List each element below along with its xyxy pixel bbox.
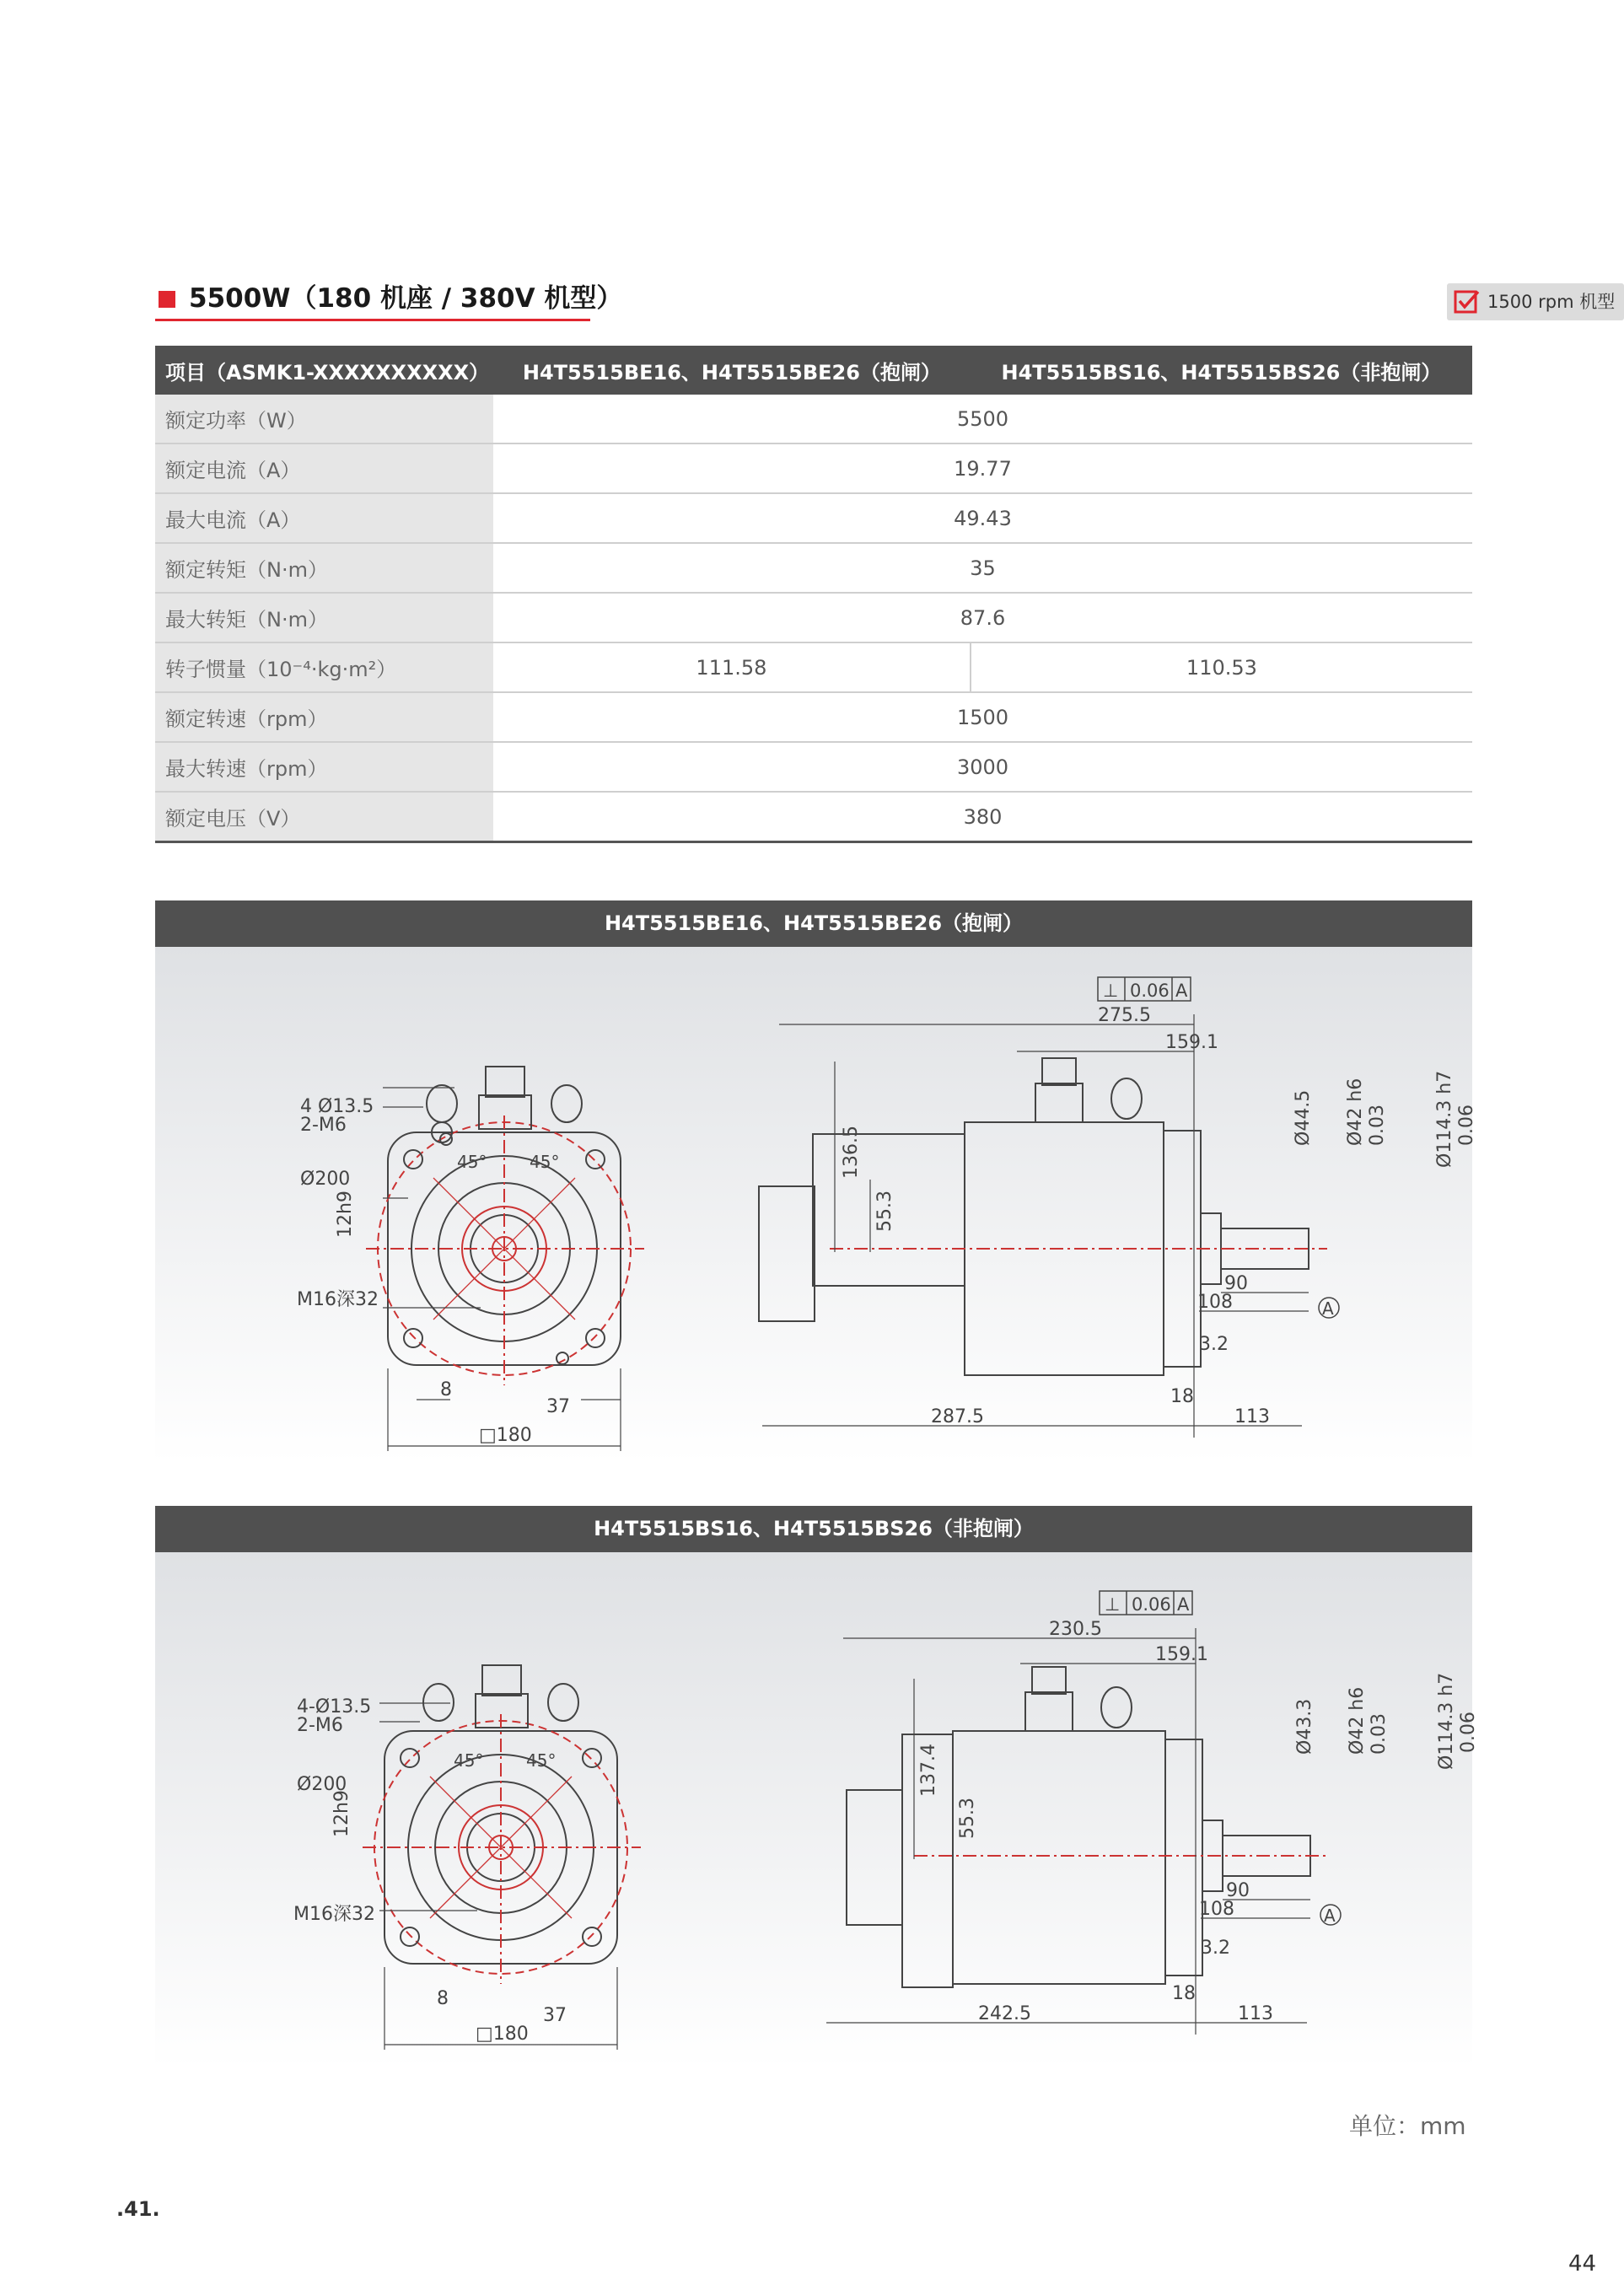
connector-side-top [1032,1667,1066,1694]
mount-hole [401,1927,419,1946]
row-value: 87.6 [493,593,1472,642]
row-label: 额定电流（A） [155,443,493,493]
mount-hole [586,1150,605,1169]
connector-side-top [1042,1058,1076,1085]
mount-hole [583,1927,601,1946]
table-row [155,642,1472,692]
table-row [155,493,1472,543]
eyebolt-left [423,1684,454,1721]
row-value: 35 [493,543,1472,593]
section-title: 5500W（180 机座 / 380V 机型） [189,283,623,314]
label-runout: 0.03 [1367,1105,1388,1146]
label-d1: Ø44.5 [1293,1089,1314,1146]
connector [482,1665,521,1696]
front-view [366,1067,644,1451]
label-dim-18: 18 [1172,1983,1196,2004]
row-value: 49.43 [493,493,1472,543]
table-row [155,543,1472,593]
label-d3: Ø114.3 h7 [1436,1672,1457,1770]
drawing-brake-area [155,947,1477,1463]
row-value-brake: 111.58 [493,642,971,692]
motor-body [953,1731,1165,1984]
title-underline [155,319,590,321]
table-row [155,692,1472,742]
label-tap: M16深32 [293,1904,375,1925]
eyebolt-right [551,1085,582,1122]
eyebolt-side [1101,1687,1132,1728]
title-marker [159,291,175,308]
label-dim-3-2: 3.2 [1201,1938,1230,1959]
row-label: 最大转速（rpm） [155,742,493,792]
row-label: 最大转矩（N·m） [155,593,493,642]
label-shaft: 113 [1238,2003,1273,2024]
label-len-total: 230.5 [1049,1619,1102,1640]
row-label: 转子惯量（10⁻⁴·kg·m²） [155,642,493,692]
label-key: 12h9 [331,1790,352,1837]
label-pcd: Ø200 [297,1774,347,1795]
label-pcd: Ø200 [300,1169,351,1190]
spec-table [155,346,1472,843]
table-header-nonbrake: H4T5515BS16、H4T5515BS26（非抱闸） [971,346,1472,395]
label-tap: M16深32 [297,1289,379,1310]
section-title-row [155,280,1616,320]
row-value-nonbrake: 110.53 [971,642,1472,692]
mount-hole [586,1329,605,1347]
label-conc: 0.06 [1458,1712,1479,1753]
drawing-nonbrake-title: H4T5515BS16、H4T5515BS26（非抱闸） [155,1506,1472,1552]
label-conc: 0.06 [1456,1105,1477,1146]
connector [486,1067,524,1097]
row-value: 380 [493,792,1472,842]
label-height: 136.5 [841,1126,862,1179]
drawing-nonbrake-svg [155,1552,1479,2068]
eyebolt-right [548,1684,578,1721]
mount-hole [404,1150,422,1169]
row-label: 额定功率（W） [155,395,493,443]
eyebolt-side [1111,1078,1142,1119]
label-len-body: 159.1 [1155,1644,1208,1665]
eyebolt-left [427,1085,457,1122]
label-dim-90: 90 [1224,1273,1248,1294]
table-row [155,742,1472,792]
page-number-left: .41. [116,2197,160,2221]
label-screw: 2-M6 [297,1715,343,1736]
perp-symbol: ⊥ [1103,981,1119,1001]
label-holes: 4 Ø13.5 [300,1096,374,1117]
connector-side [1035,1083,1083,1122]
label-conn-h: 55.3 [874,1191,895,1232]
mount-hole [404,1329,422,1347]
label-dim-18: 18 [1170,1386,1194,1407]
flange-side [1165,1739,1202,1976]
label-dim-37: 37 [546,1396,570,1417]
table-header-row [155,346,1472,395]
screw-hole [557,1352,568,1364]
front-view [363,1665,641,2050]
datum-a-label: A [1322,1298,1334,1319]
unit-note: 单位：mm [1349,2112,1466,2140]
perp-datum: A [1175,981,1188,1001]
label-len-total: 275.5 [1098,1005,1151,1026]
label-dim-3-2: 3.2 [1199,1334,1229,1355]
label-angle2: 45° [526,1750,557,1771]
label-dim-8: 8 [437,1988,449,2009]
label-key: 12h9 [335,1191,356,1238]
row-value: 5500 [493,395,1472,443]
table-row [155,443,1472,493]
label-holes: 4-Ø13.5 [297,1696,372,1718]
label-flange: □180 [476,2024,529,2045]
side-view [759,1014,1327,1438]
side-view [826,1628,1329,2035]
label-angle1: 45° [454,1750,484,1771]
label-dim-108: 108 [1199,1899,1234,1920]
row-value: 3000 [493,742,1472,792]
perp-symbol: ⊥ [1105,1594,1121,1615]
drawing-nonbrake-area [155,1552,1479,2068]
mount-hole [583,1749,601,1767]
label-d2: Ø42 h6 [1347,1686,1368,1755]
label-conn-h: 55.3 [957,1798,978,1839]
rpm-badge-label: 1500 rpm 机型 [1487,292,1616,312]
row-label: 最大电流（A） [155,493,493,543]
perp-datum: A [1177,1594,1190,1615]
label-d2: Ø42 h6 [1345,1078,1366,1146]
label-shaft: 113 [1234,1406,1270,1427]
perp-tolerance: 0.06 [1130,981,1170,1001]
mount-hole [401,1749,419,1767]
table-header-brake: H4T5515BE16、H4T5515BE26（抱闸） [493,346,971,395]
label-angle2: 45° [530,1152,560,1172]
label-dim-108: 108 [1197,1292,1233,1313]
page-number-right: 44 [1568,2251,1597,2277]
datum-a-label: A [1324,1906,1336,1926]
label-overall: 242.5 [978,2003,1031,2024]
drawing-brake-svg [155,947,1477,1463]
row-label: 额定电压（V） [155,792,493,842]
table-header-item: 项目（ASMK1-XXXXXXXXXX） [155,346,493,395]
label-dim-8: 8 [440,1379,452,1400]
row-label: 额定转速（rpm） [155,692,493,742]
label-angle1: 45° [457,1152,487,1172]
row-value: 1500 [493,692,1472,742]
connector-side [1025,1692,1073,1731]
perp-tolerance: 0.06 [1132,1594,1171,1615]
encoder-housing [847,1790,902,1925]
label-d1: Ø43.3 [1294,1698,1315,1755]
label-runout: 0.03 [1369,1713,1390,1755]
checkbox-checked-icon [1454,288,1481,315]
label-height: 137.4 [918,1744,939,1797]
table-row [155,593,1472,642]
rpm-badge [1447,283,1624,320]
brake-housing [759,1186,815,1321]
drawing-brake-title: H4T5515BE16、H4T5515BE26（抱闸） [155,900,1472,947]
label-len-body: 159.1 [1165,1032,1218,1053]
label-dim-37: 37 [543,2005,567,2026]
label-d3: Ø114.3 h7 [1434,1070,1455,1168]
row-label: 额定转矩（N·m） [155,543,493,593]
label-screw: 2-M6 [300,1115,347,1136]
table-row [155,395,1472,443]
label-dim-90: 90 [1226,1880,1250,1901]
label-flange: □180 [479,1425,532,1446]
table-row [155,792,1472,842]
label-overall: 287.5 [931,1406,984,1427]
row-value: 19.77 [493,443,1472,493]
